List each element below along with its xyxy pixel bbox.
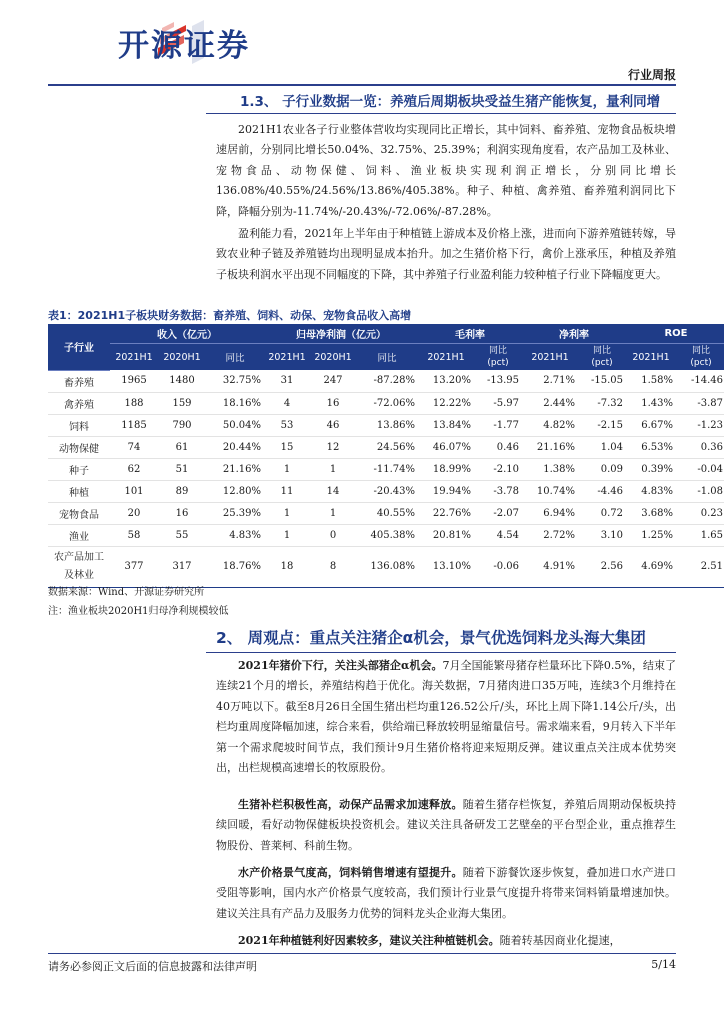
cell-gm21: 13.20% [418, 370, 474, 392]
col-header-sub-industry: 子行业 [48, 324, 110, 370]
paragraph-planting-view: 2021年种植链利好因素较多，建议关注种植链机会。随着转基因商业化提速， [238, 934, 621, 947]
table-row [48, 502, 724, 524]
cell-gm-yoy: -2.10 [474, 458, 522, 480]
cell-rev21: 74 [110, 436, 158, 458]
cell-rev21: 377 [110, 546, 158, 587]
cell-rev20: 55 [158, 524, 206, 546]
cell-gm-yoy: -2.07 [474, 502, 522, 524]
cell-rev-yoy: 32.75% [206, 370, 264, 392]
cell-np20: 14 [310, 480, 356, 502]
cell-rev20: 159 [158, 392, 206, 414]
cell-np-yoy: 40.55% [356, 502, 418, 524]
cell-roe21: 1.25% [626, 524, 676, 546]
cell-rev-yoy: 25.39% [206, 502, 264, 524]
cell-nm21: 2.72% [522, 524, 578, 546]
table-row [48, 414, 724, 436]
cell-name: 种植 [48, 480, 110, 502]
paragraph-feed-view: 水产价格景气度高，饲料销售增速有望提升。随着下游餐饮逐步恢复，叠加进口水产进口受阻等影响，国内水产价格景气度较高，我们预计行业景气度提升将带来饲料销量增速加快。建议关注具有产品力及服务力优势的饲料龙头企业海大集团。 [216, 866, 677, 920]
cell-rev20: 61 [158, 436, 206, 458]
cell-np21: 53 [264, 414, 310, 436]
cell-np20: 46 [310, 414, 356, 436]
cell-name: 禽养殖 [48, 392, 110, 414]
cell-roe21: 1.43% [626, 392, 676, 414]
cell-name: 畜养殖 [48, 370, 110, 392]
cell-nm-yoy: 3.10 [578, 524, 626, 546]
cell-gm21: 13.84% [418, 414, 474, 436]
cell-gm-yoy: -5.97 [474, 392, 522, 414]
cell-rev-yoy: 50.04% [206, 414, 264, 436]
col-rev-2020: 2020H1 [158, 344, 206, 371]
cell-np21: 1 [264, 502, 310, 524]
cell-roe-yoy: 0.23 [676, 502, 724, 524]
col-header-gross-margin: 毛利率 [418, 324, 522, 344]
cell-rev-yoy: 12.80% [206, 480, 264, 502]
cell-gm21: 22.76% [418, 502, 474, 524]
cell-np-yoy: 24.56% [356, 436, 418, 458]
col-np-yoy: 同比 [356, 344, 418, 371]
cell-gm21: 20.81% [418, 524, 474, 546]
cell-gm-yoy: 4.54 [474, 524, 522, 546]
col-gm-yoy: 同比 (pct) [474, 344, 522, 371]
table-row [48, 524, 724, 546]
cell-roe-yoy: -3.87 [676, 392, 724, 414]
paragraph-hog-view: 2021年猪价下行，关注头部猪企α机会。7月全国能繁母猪存栏量环比下降0.5%，结束了连续21个月的增长，养殖结构趋于优化。海关数据，7月猪肉进口35万吨，连续3个月维持在40万吨以下。截至8月26日全国生猪出栏均重126.52公斤/头，环比上周下降1.14公斤/头，出栏均重周度降幅加速，综合来看，供给端已释放较明显缩量信号。需求端来看，9月转入下半年第一个需求爬坡时间节点，我们预计9月生猪价格将迎来短期反弹。建议重点关注成本优势突出，出栏规模高速增长的牧原股份。 [216, 659, 676, 775]
section-2-underline [206, 652, 676, 653]
cell-roe21: 3.68% [626, 502, 676, 524]
col-header-net-margin: 净利率 [522, 324, 626, 344]
col-rev-yoy: 同比 [206, 344, 264, 371]
cell-rev21: 20 [110, 502, 158, 524]
cell-nm21: 4.91% [522, 546, 578, 587]
cell-rev20: 317 [158, 546, 206, 587]
col-header-revenue: 收入（亿元） [110, 324, 264, 344]
cell-np-yoy: 136.08% [356, 546, 418, 587]
company-name: 开源证券 [118, 28, 250, 64]
cell-np-yoy: 13.86% [356, 414, 418, 436]
cell-np21: 18 [264, 546, 310, 587]
cell-roe21: 4.69% [626, 546, 676, 587]
cell-gm-yoy: 0.46 [474, 436, 522, 458]
cell-rev21: 1965 [110, 370, 158, 392]
cell-nm21: 10.74% [522, 480, 578, 502]
header-divider [48, 84, 676, 86]
cell-np-yoy: -72.06% [356, 392, 418, 414]
table-source: 数据来源：Wind、开源证券研究所 [48, 587, 205, 598]
footer-disclaimer: 请务必参阅正文后面的信息披露和法律声明 [48, 960, 257, 973]
col-header-net-profit: 归母净利润（亿元） [264, 324, 418, 344]
cell-np-yoy: -87.28% [356, 370, 418, 392]
cell-nm21: 21.16% [522, 436, 578, 458]
cell-roe-yoy: -14.46 [676, 370, 724, 392]
cell-roe-yoy: -1.23 [676, 414, 724, 436]
cell-gm-yoy: -0.06 [474, 546, 522, 587]
cell-np20: 8 [310, 546, 356, 587]
table-note: 注：渔业板块2020H1归母净利规模较低 [48, 606, 229, 617]
cell-name: 动物保健 [48, 436, 110, 458]
cell-np20: 1 [310, 458, 356, 480]
cell-np21: 1 [264, 524, 310, 546]
cell-nm-yoy: 2.56 [578, 546, 626, 587]
col-nm-2021: 2021H1 [522, 344, 578, 371]
cell-nm21: 1.38% [522, 458, 578, 480]
cell-name: 渔业 [48, 524, 110, 546]
col-gm-2021: 2021H1 [418, 344, 474, 371]
cell-nm21: 2.44% [522, 392, 578, 414]
cell-rev21: 58 [110, 524, 158, 546]
cell-roe21: 4.83% [626, 480, 676, 502]
table-row [48, 392, 724, 414]
cell-nm-yoy: -4.46 [578, 480, 626, 502]
footer-divider [48, 953, 676, 954]
paragraph-revenue-overview: 2021H1农业各子行业整体营收均实现同比正增长，其中饲料、畜养殖、宠物食品板块增速居前，分别同比增长50.04%、32.75%、25.39%；利润实现角度看，农产品加工及林业、宠物食品、动物保健、饲料、渔业板块实现利润正增长，分别同比增长136.08%/40.55%/24.56%/13.86%/405.38%。种子、种植、禽养殖、畜养殖利润同比下降，降幅分别为-11.74%/-20.43%/-72.06%/-87.28%。 [216, 123, 676, 218]
cell-np21: 1 [264, 458, 310, 480]
report-type-label: 行业周报 [627, 68, 676, 82]
cell-np-yoy: 405.38% [356, 524, 418, 546]
table-row [48, 436, 724, 458]
cell-gm-yoy: -13.95 [474, 370, 522, 392]
cell-gm21: 13.10% [418, 546, 474, 587]
cell-gm21: 12.22% [418, 392, 474, 414]
table-body [48, 370, 724, 587]
col-np-2020: 2020H1 [310, 344, 356, 371]
col-nm-yoy: 同比 (pct) [578, 344, 626, 371]
section-1-3-title: 1.3、 子行业数据一览：养殖后周期板块受益生猪产能恢复，量利同增 [240, 94, 661, 110]
table-row [48, 370, 724, 392]
cell-rev-yoy: 18.16% [206, 392, 264, 414]
col-np-2021: 2021H1 [264, 344, 310, 371]
financial-data-table [48, 324, 724, 588]
cell-gm-yoy: -3.78 [474, 480, 522, 502]
cell-nm21: 4.82% [522, 414, 578, 436]
cell-gm21: 18.99% [418, 458, 474, 480]
cell-rev21: 62 [110, 458, 158, 480]
cell-roe-yoy: -1.08 [676, 480, 724, 502]
cell-rev21: 101 [110, 480, 158, 502]
cell-np20: 12 [310, 436, 356, 458]
cell-name: 种子 [48, 458, 110, 480]
cell-roe-yoy: 1.65 [676, 524, 724, 546]
cell-np21: 31 [264, 370, 310, 392]
cell-rev-yoy: 18.76% [206, 546, 264, 587]
cell-rev-yoy: 4.83% [206, 524, 264, 546]
cell-np20: 1 [310, 502, 356, 524]
cell-np20: 0 [310, 524, 356, 546]
cell-roe-yoy: 0.36 [676, 436, 724, 458]
cell-nm-yoy: -15.05 [578, 370, 626, 392]
cell-rev20: 89 [158, 480, 206, 502]
col-roe-2021: 2021H1 [626, 344, 676, 371]
cell-roe21: 1.58% [626, 370, 676, 392]
cell-nm-yoy: 0.72 [578, 502, 626, 524]
col-header-roe: ROE [626, 324, 724, 344]
cell-roe-yoy: -0.04 [676, 458, 724, 480]
cell-name: 宠物食品 [48, 502, 110, 524]
cell-gm-yoy: -1.77 [474, 414, 522, 436]
col-rev-2021: 2021H1 [110, 344, 158, 371]
cell-rev-yoy: 20.44% [206, 436, 264, 458]
table-row [48, 458, 724, 480]
cell-rev20: 1480 [158, 370, 206, 392]
cell-np-yoy: -20.43% [356, 480, 418, 502]
col-roe-yoy: 同比 (pct) [676, 344, 724, 371]
table-row [48, 546, 724, 587]
cell-rev20: 790 [158, 414, 206, 436]
cell-rev21: 188 [110, 392, 158, 414]
page-number: 5/14 [651, 958, 676, 971]
cell-gm21: 19.94% [418, 480, 474, 502]
cell-roe-yoy: 2.51 [676, 546, 724, 587]
cell-rev20: 16 [158, 502, 206, 524]
cell-nm-yoy: -2.15 [578, 414, 626, 436]
cell-nm21: 2.71% [522, 370, 578, 392]
cell-nm-yoy: 0.09 [578, 458, 626, 480]
table-title: 表1：2021H1子板块财务数据：畜养殖、饲料、动保、宠物食品收入高增 [48, 309, 412, 322]
cell-gm21: 46.07% [418, 436, 474, 458]
cell-np21: 15 [264, 436, 310, 458]
paragraph-animal-health-view: 生猪补栏积极性高，动保产品需求加速释放。随着生猪存栏恢复，养殖后周期动保板块持续回暖，看好动物保健板块投资机会。建议关注具备研发工艺壁垒的平台型企业，重点推荐生物股份、普莱柯、科前生物。 [216, 798, 677, 852]
cell-rev20: 51 [158, 458, 206, 480]
cell-name: 饲料 [48, 414, 110, 436]
cell-np20: 16 [310, 392, 356, 414]
cell-roe21: 6.53% [626, 436, 676, 458]
cell-np-yoy: -11.74% [356, 458, 418, 480]
cell-rev-yoy: 21.16% [206, 458, 264, 480]
cell-roe21: 0.39% [626, 458, 676, 480]
paragraph-profitability: 盈利能力看，2021年上半年由于种植链上游成本及价格上涨，进而向下游养殖链转嫁，导致农业种子链及养殖链均出现明显成本抬升。加之生猪价格下行，禽价上涨承压，种植及养殖子板块利润水平出现不同幅度的下降，其中养殖子行业盈利能力较种植子行业下降幅度更大。 [216, 227, 676, 281]
cell-nm-yoy: 1.04 [578, 436, 626, 458]
cell-nm21: 6.94% [522, 502, 578, 524]
section-2-title: 2、 周观点：重点关注猪企α机会，景气优选饲料龙头海大集团 [216, 629, 646, 647]
cell-name: 农产品加工及林业 [48, 546, 110, 587]
cell-np20: 247 [310, 370, 356, 392]
table-row [48, 480, 724, 502]
cell-rev21: 1185 [110, 414, 158, 436]
cell-nm-yoy: -7.32 [578, 392, 626, 414]
cell-np21: 4 [264, 392, 310, 414]
cell-roe21: 6.67% [626, 414, 676, 436]
cell-np21: 11 [264, 480, 310, 502]
section-1-3-underline [206, 113, 676, 114]
